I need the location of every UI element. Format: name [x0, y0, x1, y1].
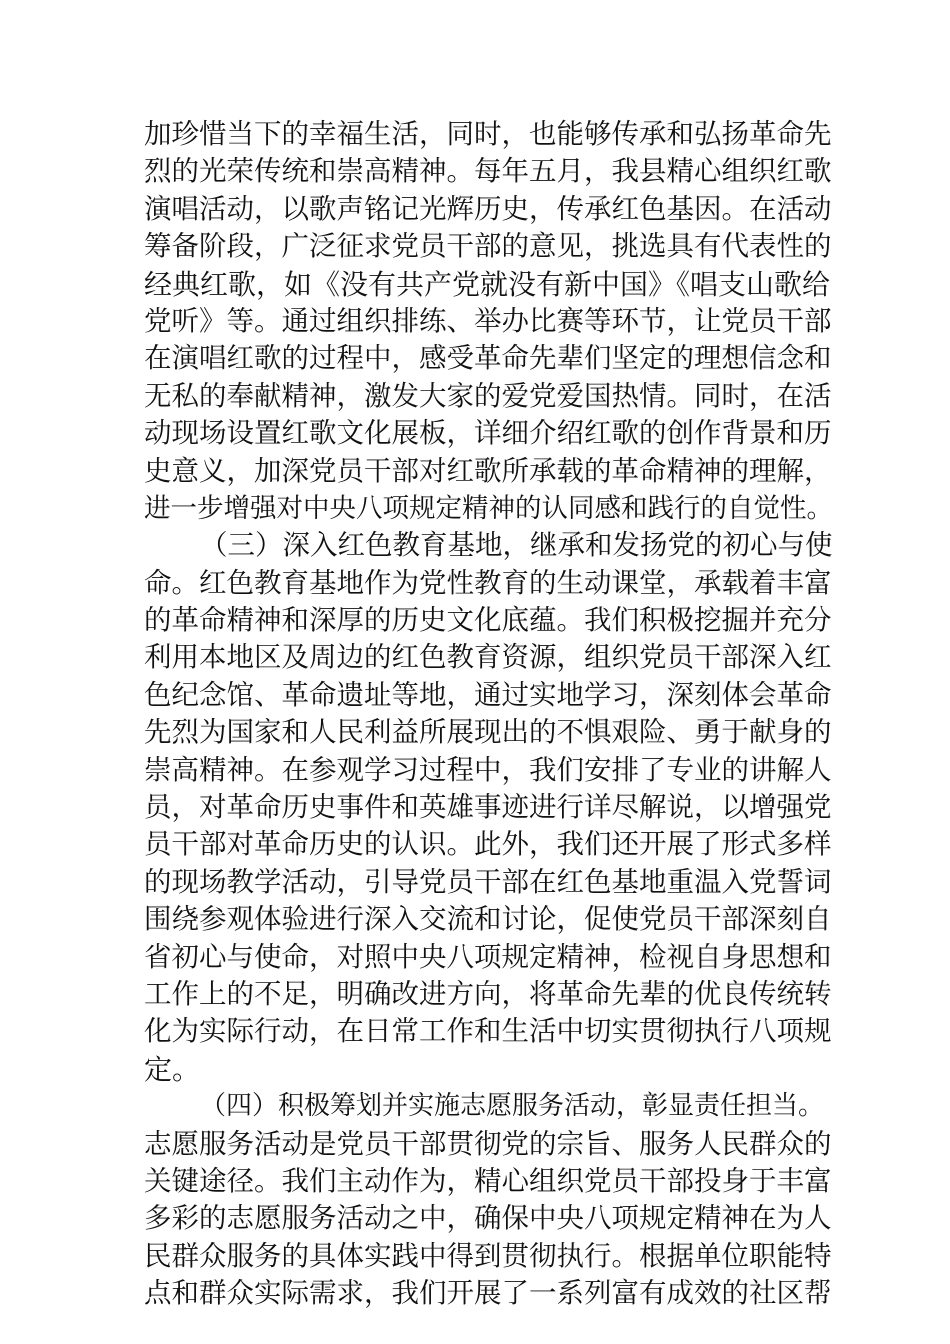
text-line: 民群众服务的具体实践中得到贯彻执行。根据单位职能特 [144, 1239, 832, 1272]
text-line: 色纪念馆、革命遗址等地，通过实地学习，深刻体会革命 [144, 678, 832, 711]
text-line: 点和群众实际需求，我们开展了一系列富有成效的社区帮 [144, 1277, 832, 1310]
text-line: 员干部对革命历史的认识。此外，我们还开展了形式多样 [144, 828, 832, 861]
text-line: 的现场教学活动，引导党员干部在红色基地重温入党誓词 [144, 865, 832, 898]
text-line: 的革命精神和深厚的历史文化底蕴。我们积极挖掘并充分 [144, 604, 832, 637]
text-line: 志愿服务活动是党员干部贯彻党的宗旨、服务人民群众的 [144, 1127, 832, 1160]
text-line: 命。红色教育基地作为党性教育的生动课堂，承载着丰富 [144, 566, 832, 599]
text-line: 动现场设置红歌文化展板，详细介绍红歌的创作背景和历 [144, 417, 832, 450]
text-line: （四）积极筹划并实施志愿服务活动，彰显责任担当。 [200, 1091, 825, 1122]
body-text [144, 116, 834, 1313]
text-line: 围绕参观体验进行深入交流和讨论，促使党员干部深刻自 [144, 903, 832, 936]
text-line: 进一步增强对中央八项规定精神的认同感和践行的自觉性。 [144, 492, 833, 524]
text-line: 定。 [144, 1052, 201, 1086]
text-line: 利用本地区及周边的红色教育资源，组织党员干部深入红 [144, 641, 832, 674]
text-line: 崇高精神。在参观学习过程中，我们安排了专业的讲解人 [144, 753, 832, 786]
text-line: 演唱活动，以歌声铭记光辉历史，传承红色基因。在活动 [144, 192, 832, 225]
text-line: 烈的光荣传统和崇高精神。每年五月，我县精心组织红歌 [144, 155, 832, 188]
text-line: 经典红歌，如《没有共产党就没有新中国》《唱支山歌给 [144, 267, 831, 301]
text-line: 筹备阶段，广泛征求党员干部的意见，挑选具有代表性的 [144, 230, 832, 263]
text-line: （三）深入红色教育基地，继承和发扬党的初心与使 [200, 529, 833, 562]
text-line: 史意义，加深党员干部对红歌所承载的革命精神的理解， [144, 454, 832, 487]
text-line: 化为实际行动，在日常工作和生活中切实贯彻执行八项规 [144, 1015, 832, 1048]
text-line: 多彩的志愿服务活动之中，确保中央八项规定精神在为人 [144, 1202, 832, 1235]
text-line: 先烈为国家和人民利益所展现出的不惧艰险、勇于献身的 [144, 716, 832, 749]
text-line: 党听》等。通过组织排练、举办比赛等环节，让党员干部 [144, 304, 832, 337]
text-line: 关键途径。我们主动作为，精心组织党员干部投身于丰富 [144, 1164, 832, 1197]
text-line: 工作上的不足，明确改进方向，将革命先辈的优良传统转 [144, 977, 832, 1010]
text-line: 无私的奉献精神，激发大家的爱党爱国热情。同时，在活 [144, 379, 832, 412]
text-line: 在演唱红歌的过程中，感受革命先辈们坚定的理想信念和 [144, 342, 832, 375]
text-line: 加珍惜当下的幸福生活，同时，也能够传承和弘扬革命先 [144, 118, 832, 150]
text-line: 省初心与使命，对照中央八项规定精神，检视自身思想和 [144, 940, 832, 973]
text-line: 员，对革命历史事件和英雄事迹进行详尽解说，以增强党 [144, 791, 832, 824]
